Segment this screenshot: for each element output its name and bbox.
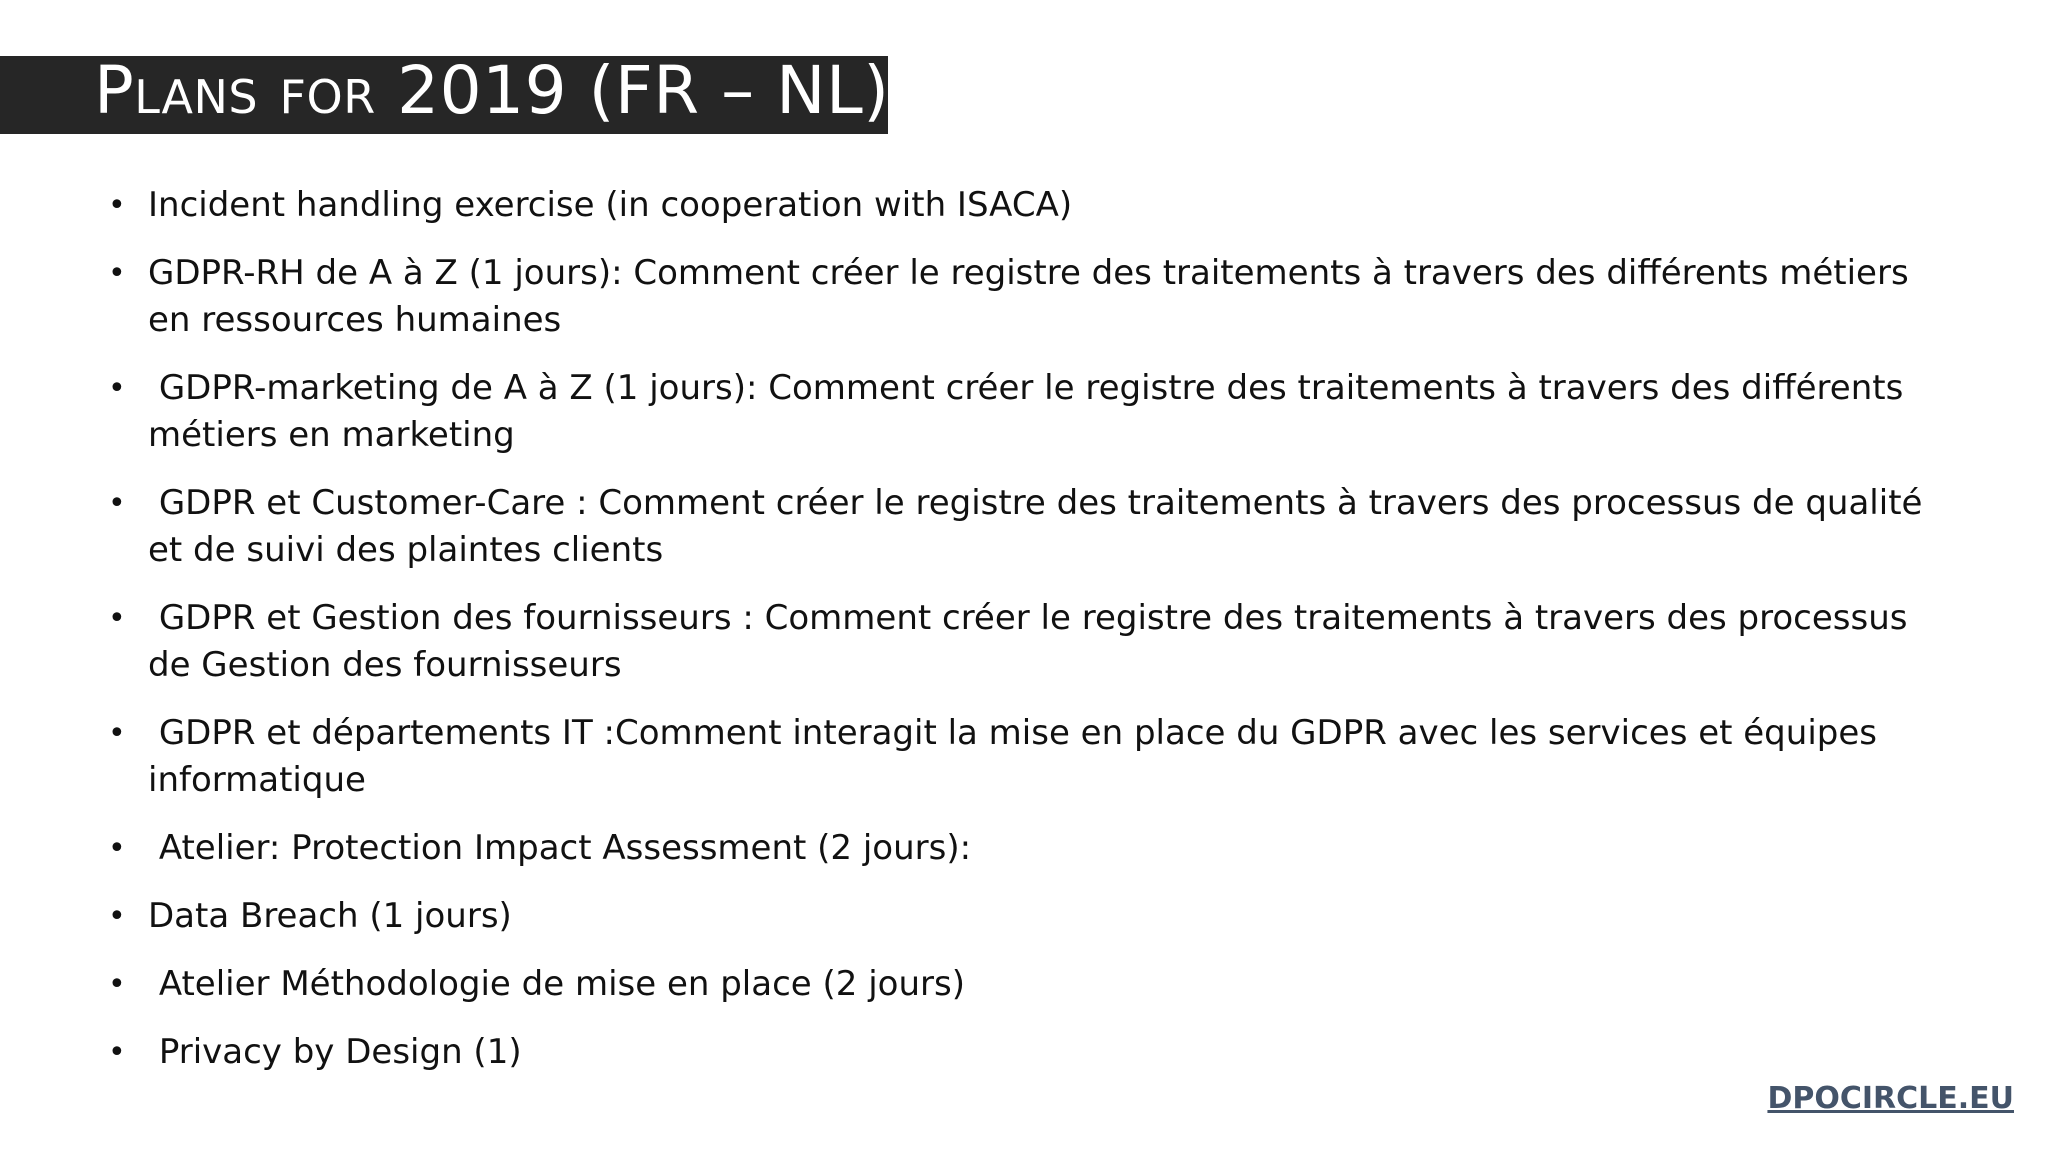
bullet-item [108,182,1948,229]
bullet-text: Incident handling exercise (in cooperation with ISACA) [148,185,1073,225]
bullet-item [108,825,1948,872]
bullet-text: Data Breach (1 jours) [148,896,512,936]
footer-website-link[interactable]: DPOCIRCLE.EU [1767,1081,2014,1116]
bullet-dot-icon: • [108,1035,126,1070]
bullet-dot-icon: • [108,831,126,866]
bullet-text: Privacy by Design (1) [148,1032,522,1072]
bullet-dot-icon: • [108,716,126,751]
bullet-item [108,480,1948,574]
bullet-dot-icon: • [108,188,126,223]
slide-title: Plans for 2019 (FR – NL) [94,52,890,129]
bullet-text: GDPR-RH de A à Z (1 jours): Comment créer le registre des traitements à travers des différents métiers en ressources humaines [148,253,1920,340]
bullet-item [108,710,1948,804]
bullet-text: GDPR-marketing de A à Z (1 jours): Comment créer le registre des traitements à travers des différents métiers en marketing [148,368,1915,455]
bullet-item [108,365,1948,459]
bullet-text: GDPR et Customer-Care : Comment créer le registre des traitements à travers des processus de qualité et de suivi des plaintes clients [148,483,1934,570]
bullet-item [108,893,1948,940]
bullet-text: GDPR et départements IT :Comment interagit la mise en place du GDPR avec les services et équipes informatique [148,713,1888,800]
bullet-dot-icon: • [108,899,126,934]
bullet-text: GDPR et Gestion des fournisseurs : Comment créer le registre des traitements à travers des processus de Gestion des fournisseurs [148,598,1919,685]
bullet-dot-icon: • [108,371,126,406]
bullet-dot-icon: • [108,967,126,1002]
bullet-text: Atelier: Protection Impact Assessment (2 jours): [148,828,972,868]
bullet-dot-icon: • [108,256,126,291]
bullet-dot-icon: • [108,486,126,521]
bullet-item [108,250,1948,344]
bullet-item [108,1029,1948,1076]
bullet-item [108,595,1948,689]
bullet-list [108,182,1948,1097]
bullet-dot-icon: • [108,601,126,636]
bullet-item [108,961,1948,1008]
bullet-text: Atelier Méthodologie de mise en place (2 jours) [148,964,965,1004]
